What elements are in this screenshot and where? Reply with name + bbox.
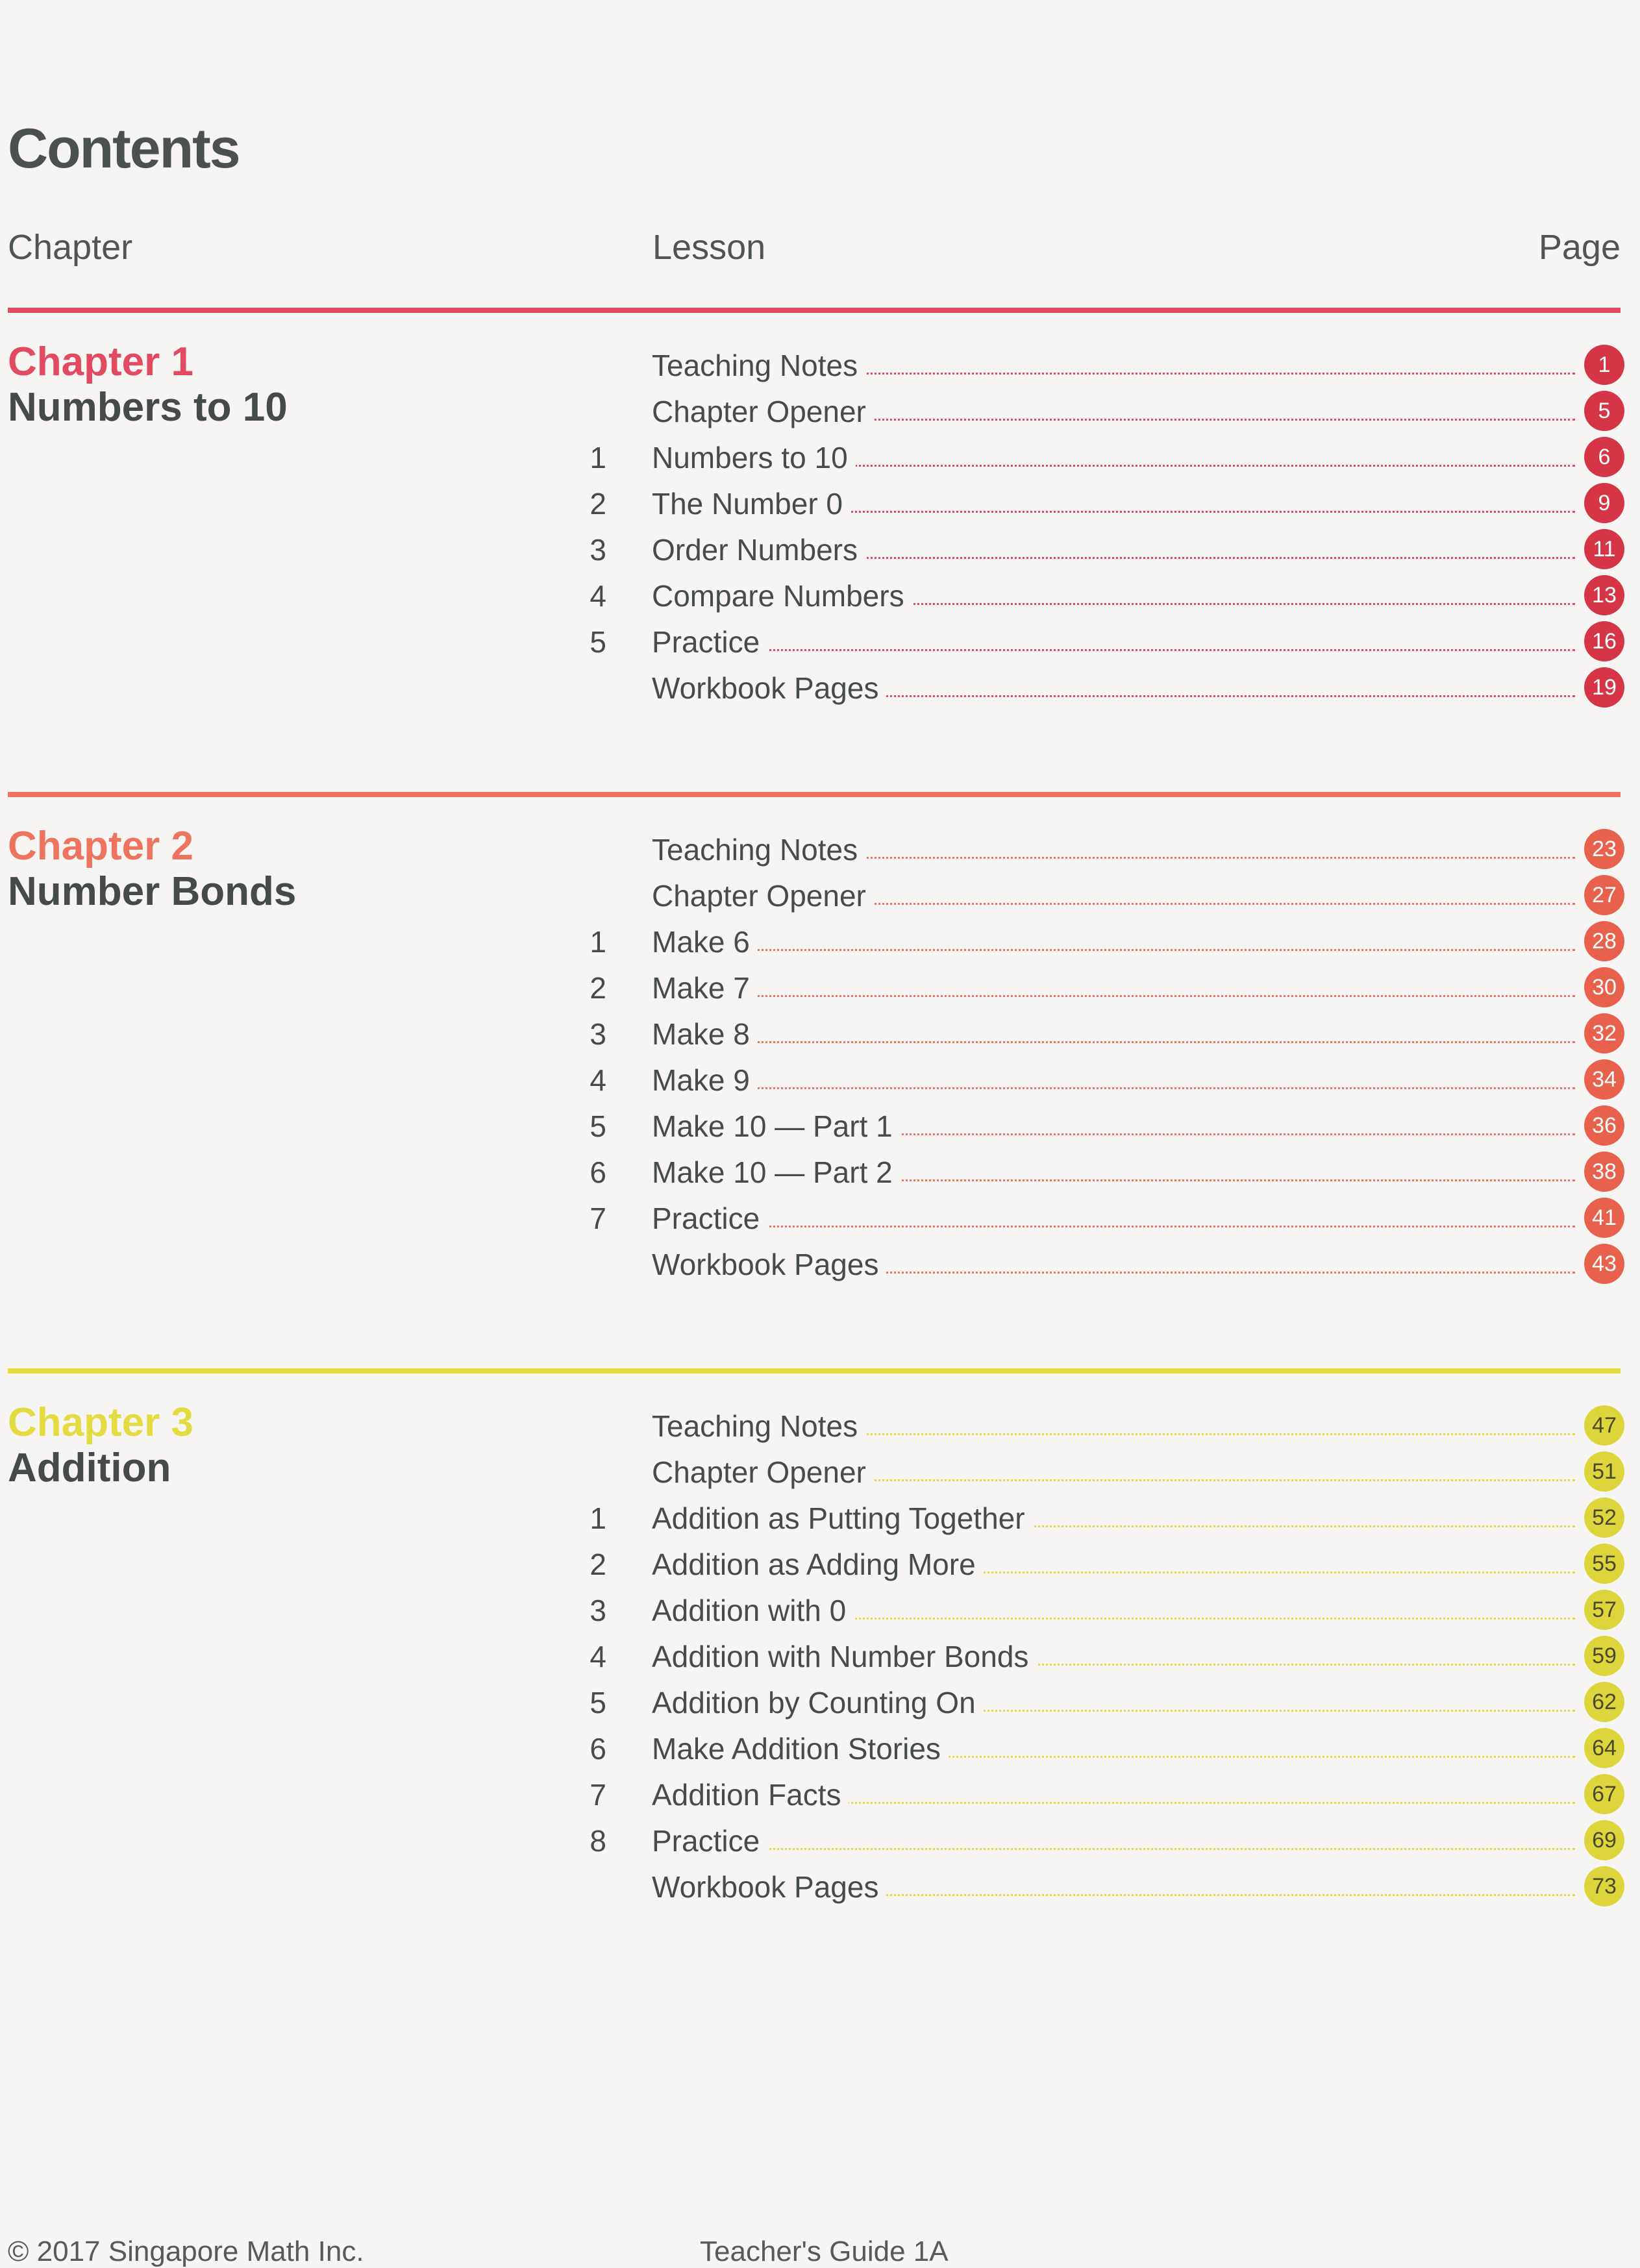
lesson-row[interactable] [0, 436, 1640, 482]
page-number-badge: 59 [1584, 1636, 1624, 1676]
footer-copyright: © 2017 Singapore Math Inc. [8, 2236, 364, 2267]
footer-book-title: Teacher's Guide 1A [700, 2236, 949, 2267]
lesson-title: Addition as Putting Together [652, 1501, 1033, 1536]
page-number-badge: 38 [1584, 1152, 1624, 1192]
lesson-title: Chapter Opener [652, 878, 874, 913]
page-number-badge: 9 [1584, 483, 1624, 523]
page-number-badge: 23 [1584, 829, 1624, 869]
lesson-number: 5 [590, 1686, 606, 1719]
lesson-title: Make 6 [652, 924, 758, 959]
lesson-number: 2 [590, 1547, 606, 1581]
lesson-number: 7 [590, 1202, 606, 1235]
lesson-number: 5 [590, 625, 606, 659]
column-header-chapter: Chapter [8, 228, 133, 267]
lesson-title: Addition with Number Bonds [652, 1639, 1036, 1674]
lesson-row[interactable] [0, 528, 1640, 574]
lesson-row[interactable] [0, 1773, 1640, 1819]
dot-leader [656, 1226, 1575, 1227]
lesson-row[interactable] [0, 1405, 1640, 1451]
lesson-number: 1 [590, 441, 606, 475]
lesson-title: The Number 0 [652, 486, 851, 521]
lesson-row[interactable] [0, 344, 1640, 390]
lesson-row[interactable] [0, 1635, 1640, 1681]
lesson-row[interactable] [0, 1451, 1640, 1497]
dot-leader [656, 1848, 1575, 1850]
lesson-title: Compare Numbers [652, 578, 912, 613]
lesson-title: Chapter Opener [652, 1455, 874, 1490]
lesson-title: Chapter Opener [652, 394, 874, 429]
dot-leader [656, 649, 1575, 651]
lesson-row[interactable] [0, 1105, 1640, 1151]
page-number-badge: 64 [1584, 1728, 1624, 1768]
lesson-title: Make Addition Stories [652, 1731, 949, 1766]
chapter-name: Numbers to 10 [8, 385, 288, 430]
lesson-title: Teaching Notes [652, 348, 865, 383]
lesson-row[interactable] [0, 1151, 1640, 1197]
chapter-number: Chapter 3 [8, 1400, 193, 1445]
page-number-badge: 67 [1584, 1774, 1624, 1814]
chapter-name: Addition [8, 1446, 171, 1490]
page-number-badge: 5 [1584, 391, 1624, 431]
lesson-number: 6 [590, 1732, 606, 1766]
lesson-title: Make 10 — Part 1 [652, 1109, 901, 1144]
page-number-badge: 30 [1584, 967, 1624, 1007]
lesson-number: 4 [590, 1640, 606, 1673]
lesson-number: 3 [590, 1594, 606, 1627]
chapter-number: Chapter 2 [8, 824, 193, 869]
lesson-number: 4 [590, 579, 606, 613]
lesson-number: 3 [590, 533, 606, 567]
lesson-title: Make 8 [652, 1017, 758, 1052]
lesson-row[interactable] [0, 621, 1640, 667]
lesson-title: Practice [652, 1201, 767, 1236]
lesson-row[interactable] [0, 1589, 1640, 1635]
lesson-number: 6 [590, 1155, 606, 1189]
lesson-title: Workbook Pages [652, 671, 886, 706]
page-number-badge: 16 [1584, 621, 1624, 661]
dot-leader [656, 949, 1575, 951]
dot-leader [656, 1041, 1575, 1043]
lesson-number: 5 [590, 1109, 606, 1143]
column-header-page: Page [1538, 228, 1621, 267]
lesson-number: 1 [590, 925, 606, 959]
lesson-title: Make 10 — Part 2 [652, 1155, 901, 1190]
lesson-number: 1 [590, 1501, 606, 1535]
lesson-title: Workbook Pages [652, 1869, 886, 1904]
lesson-title: Teaching Notes [652, 1409, 865, 1444]
lesson-number: 3 [590, 1017, 606, 1051]
lesson-number: 4 [590, 1063, 606, 1097]
page-number-badge: 32 [1584, 1013, 1624, 1054]
page-number-badge: 51 [1584, 1451, 1624, 1492]
lesson-title: Make 7 [652, 970, 758, 1005]
lesson-row[interactable] [0, 1866, 1640, 1912]
lesson-row[interactable] [0, 1197, 1640, 1243]
page-number-badge: 36 [1584, 1105, 1624, 1146]
lesson-row[interactable] [0, 574, 1640, 621]
page-number-badge: 28 [1584, 921, 1624, 961]
page-number-badge: 43 [1584, 1244, 1624, 1284]
lesson-number: 2 [590, 971, 606, 1005]
chapter-name: Number Bonds [8, 869, 297, 914]
page-number-badge: 57 [1584, 1590, 1624, 1630]
chapter-divider [8, 792, 1621, 797]
lesson-title: Addition with 0 [652, 1593, 854, 1628]
chapter-number: Chapter 1 [8, 339, 193, 384]
page-number-badge: 19 [1584, 667, 1624, 708]
page-number-badge: 62 [1584, 1682, 1624, 1722]
lesson-title: Order Numbers [652, 532, 865, 567]
page-number-badge: 13 [1584, 575, 1624, 615]
lesson-row[interactable] [0, 1497, 1640, 1543]
lesson-row[interactable] [0, 1727, 1640, 1773]
page-title: Contents [8, 117, 240, 180]
lesson-title: Workbook Pages [652, 1247, 886, 1282]
lesson-row[interactable] [0, 667, 1640, 713]
page-number-badge: 1 [1584, 345, 1624, 385]
lesson-title: Addition as Adding More [652, 1547, 984, 1582]
page-number-badge: 41 [1584, 1198, 1624, 1238]
lesson-row[interactable] [0, 1243, 1640, 1289]
lesson-title: Practice [652, 1823, 767, 1858]
page-number-badge: 55 [1584, 1544, 1624, 1584]
page-number-badge: 27 [1584, 875, 1624, 915]
page-number-badge: 6 [1584, 437, 1624, 477]
page-number-badge: 73 [1584, 1866, 1624, 1906]
lesson-title: Numbers to 10 [652, 440, 856, 475]
dot-leader [656, 1087, 1575, 1089]
lesson-title: Make 9 [652, 1063, 758, 1098]
lesson-row[interactable] [0, 828, 1640, 874]
lesson-number: 7 [590, 1778, 606, 1812]
dot-leader [656, 995, 1575, 997]
lesson-row[interactable] [0, 1543, 1640, 1589]
lesson-title: Practice [652, 624, 767, 659]
page-number-badge: 11 [1584, 529, 1624, 569]
lesson-row[interactable] [0, 1819, 1640, 1866]
lesson-title: Addition Facts [652, 1777, 849, 1812]
lesson-row[interactable] [0, 874, 1640, 920]
lesson-row[interactable] [0, 1013, 1640, 1059]
lesson-row[interactable] [0, 482, 1640, 528]
lesson-title: Addition by Counting On [652, 1685, 984, 1720]
page-number-badge: 69 [1584, 1820, 1624, 1860]
column-header-lesson: Lesson [652, 228, 766, 267]
chapter-divider [8, 308, 1621, 313]
lesson-number: 8 [590, 1824, 606, 1858]
page-number-badge: 47 [1584, 1405, 1624, 1446]
lesson-row[interactable] [0, 1059, 1640, 1105]
chapter-divider [8, 1368, 1621, 1374]
lesson-row[interactable] [0, 967, 1640, 1013]
lesson-row[interactable] [0, 1681, 1640, 1727]
page-number-badge: 34 [1584, 1059, 1624, 1100]
lesson-title: Teaching Notes [652, 832, 865, 867]
lesson-row[interactable] [0, 390, 1640, 436]
lesson-row[interactable] [0, 920, 1640, 967]
page-number-badge: 52 [1584, 1498, 1624, 1538]
lesson-number: 2 [590, 487, 606, 521]
